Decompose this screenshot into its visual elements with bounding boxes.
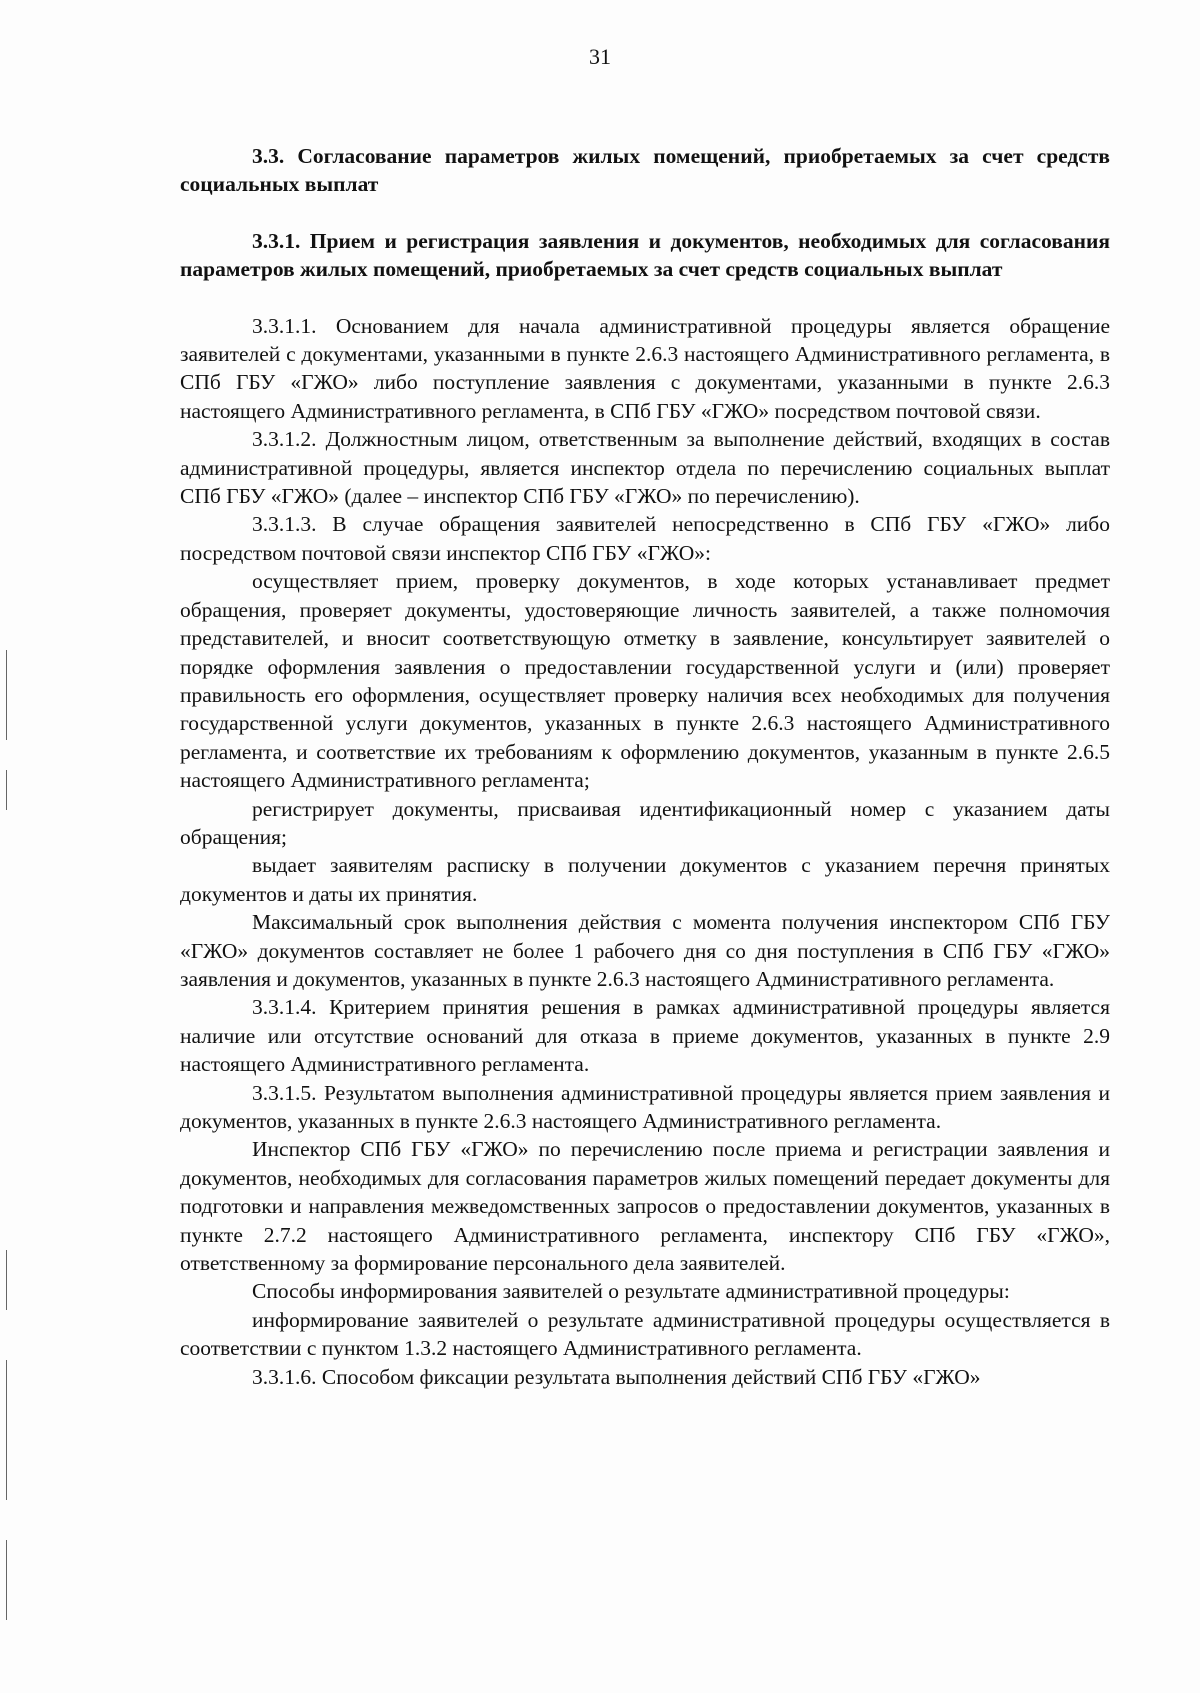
paragraph: информирование заявителей о результате административной процедуры осуществляется в соответствии с пунктом 1.3.2 настоящего Административного регламента.	[180, 1307, 1110, 1361]
section-heading: 3.3. Согласование параметров жилых помещений, приобретаемых за счет средств социальных выплат	[180, 144, 1110, 197]
scan-mark	[6, 650, 7, 740]
paragraph: выдает заявителям расписку в получении документов с указанием перечня принятых документов и даты их принятия.	[180, 853, 1110, 906]
scan-mark	[6, 1250, 7, 1310]
scan-mark	[6, 770, 7, 810]
paragraph: 3.3.1.2. Должностным лицом, ответственным за выполнение действий, входящих в состав административной процедуры, является инспектор отдела по перечислению социальных выплат СПб ГБУ «ГЖО» (далее – инспектор СПб ГБУ «ГЖО» по перечислению).	[180, 427, 1110, 509]
paragraph: осуществляет прием, проверку документов, в ходе которых устанавливает предмет обращения, проверяет документы, удостоверяющие личность заявителей, а также полномочия представителей, и вносит соответствующую отметку в заявление, консультирует заявителей о порядке оформления заявления о предоставлении государственной услуги и (или) проверяет правильность его оформления, осуществляет проверку наличия всех необходимых для получения государственной услуги документов, указанных в пункте 2.6.3 настоящего Административного регламента, и соответствие их требованиям к оформлению документов, указанным в пункте 2.6.5 настоящего Административного регламента;	[180, 569, 1110, 793]
paragraph: Способы информирования заявителей о результате административной процедуры:	[252, 1279, 1010, 1304]
scan-mark	[6, 1540, 7, 1620]
paragraph: Инспектор СПб ГБУ «ГЖО» по перечислению после приема и регистрации заявления и документов, необходимых для согласования параметров жилых помещений передает документы для подготовки и направления межведомственных запросов о предоставлении документов, указанных в пункте 2.7.2 настоящего Административного регламента, инспектору СПб ГБУ «ГЖО», ответственному за формирование персонального дела заявителей.	[180, 1137, 1110, 1276]
scan-margin-marks	[0, 0, 30, 1693]
paragraph: регистрирует документы, присваивая идентификационный номер с указанием даты обращения;	[180, 796, 1110, 849]
page-number: 31	[589, 44, 611, 69]
paragraph: 3.3.1.4. Критерием принятия решения в рамках административной процедуры является наличие или отсутствие оснований для отказа в приеме документов, указанных в пункте 2.9 настоящего Административного регламента.	[180, 995, 1110, 1077]
paragraph: Максимальный срок выполнения действия с момента получения инспектором СПб ГБУ «ГЖО» документов составляет не более 1 рабочего дня со дня поступления в СПб ГБУ «ГЖО» заявления и документов, указанных в пункте 2.6.3 настоящего Административного регламента.	[180, 910, 1110, 991]
paragraph: 3.3.1.3. В случае обращения заявителей непосредственно в СПб ГБУ «ГЖО» либо посредством почтовой связи инспектор СПб ГБУ «ГЖО»:	[180, 512, 1110, 565]
scan-mark	[6, 1360, 7, 1500]
paragraph: 3.3.1.1. Основанием для начала административной процедуры является обращение заявителей с документами, указанными в пункте 2.6.3 настоящего Административного регламента, в СПб ГБУ «ГЖО» либо поступление заявления с документами, указанными в пункте 2.6.3 настоящего Административного регламента, в СПб ГБУ «ГЖО» посредством почтовой связи.	[180, 313, 1110, 423]
paragraph: 3.3.1.6. Способом фиксации результата выполнения действий СПб ГБУ «ГЖО»	[252, 1364, 981, 1389]
subsection-heading: 3.3.1. Прием и регистрация заявления и документов, необходимых для согласования параметров жилых помещений, приобретаемых за счет средств социальных выплат	[180, 228, 1110, 282]
document-body	[180, 142, 1110, 1391]
paragraph: 3.3.1.5. Результатом выполнения административной процедуры является прием заявления и документов, указанных в пункте 2.6.3 настоящего Административного регламента.	[180, 1080, 1110, 1133]
